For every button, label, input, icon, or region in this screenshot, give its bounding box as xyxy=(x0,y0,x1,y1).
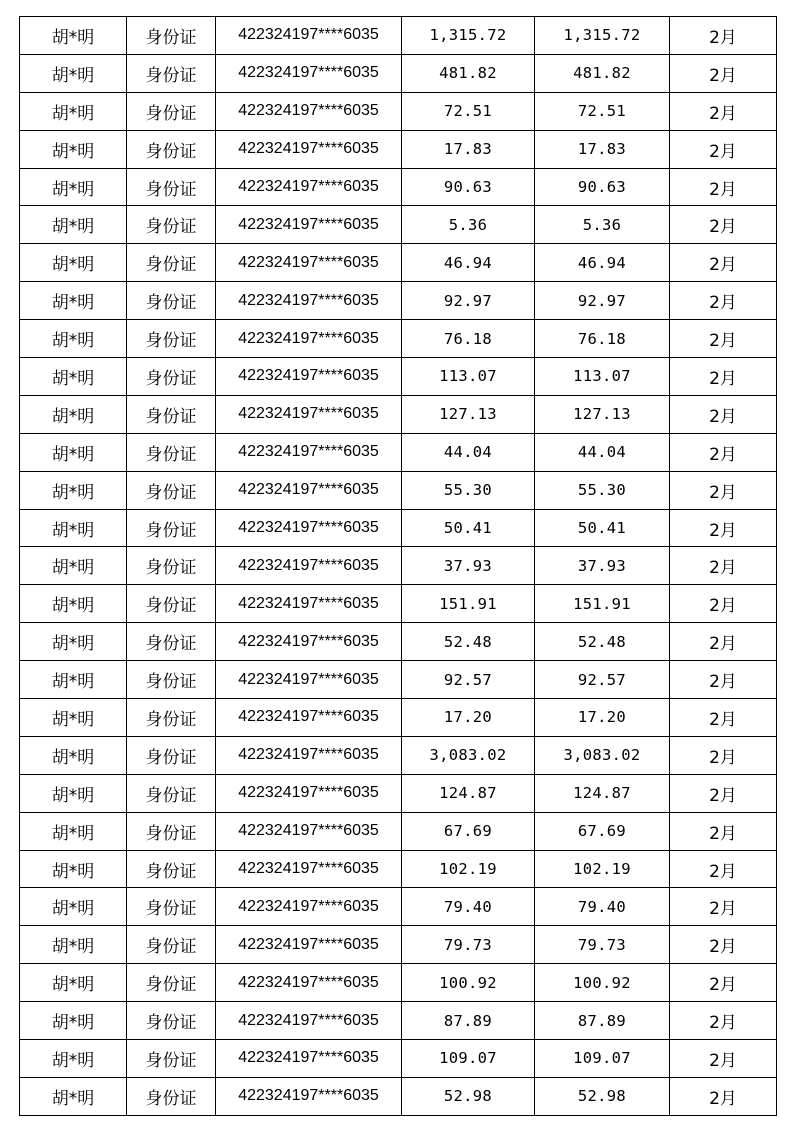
name-cell: 胡*明 xyxy=(20,926,127,964)
id-type-cell: 身份证 xyxy=(127,509,216,547)
id-number-cell: 422324197****6035 xyxy=(216,282,402,320)
amount-paid-cell: 67.69 xyxy=(535,812,670,850)
id-number-cell: 422324197****6035 xyxy=(216,1077,402,1115)
name-cell: 胡*明 xyxy=(20,282,127,320)
payment-table xyxy=(19,16,777,1116)
amount-paid-cell: 76.18 xyxy=(535,320,670,358)
amount-paid-cell: 52.48 xyxy=(535,623,670,661)
amount-cell: 55.30 xyxy=(402,471,535,509)
amount-paid-cell: 17.83 xyxy=(535,130,670,168)
table-row xyxy=(20,774,777,812)
amount-paid-cell: 79.40 xyxy=(535,888,670,926)
id-type-cell: 身份证 xyxy=(127,320,216,358)
amount-cell: 46.94 xyxy=(402,244,535,282)
name-cell: 胡*明 xyxy=(20,699,127,737)
month-cell: 2月 xyxy=(670,812,777,850)
amount-cell: 92.57 xyxy=(402,661,535,699)
id-type-cell: 身份证 xyxy=(127,1040,216,1078)
id-type-cell: 身份证 xyxy=(127,736,216,774)
id-type-cell: 身份证 xyxy=(127,433,216,471)
month-cell: 2月 xyxy=(670,282,777,320)
amount-paid-cell: 50.41 xyxy=(535,509,670,547)
id-type-cell: 身份证 xyxy=(127,471,216,509)
id-number-cell: 422324197****6035 xyxy=(216,395,402,433)
table-row xyxy=(20,661,777,699)
id-number-cell: 422324197****6035 xyxy=(216,699,402,737)
table-row xyxy=(20,206,777,244)
id-number-cell: 422324197****6035 xyxy=(216,888,402,926)
month-cell: 2月 xyxy=(670,54,777,92)
id-number-cell: 422324197****6035 xyxy=(216,850,402,888)
amount-cell: 17.20 xyxy=(402,699,535,737)
id-number-cell: 422324197****6035 xyxy=(216,661,402,699)
id-type-cell: 身份证 xyxy=(127,282,216,320)
amount-paid-cell: 90.63 xyxy=(535,168,670,206)
amount-cell: 113.07 xyxy=(402,358,535,396)
table-row xyxy=(20,130,777,168)
amount-paid-cell: 44.04 xyxy=(535,433,670,471)
table-row xyxy=(20,964,777,1002)
name-cell: 胡*明 xyxy=(20,358,127,396)
id-type-cell: 身份证 xyxy=(127,130,216,168)
amount-cell: 17.83 xyxy=(402,130,535,168)
amount-paid-cell: 92.97 xyxy=(535,282,670,320)
table-row xyxy=(20,623,777,661)
id-type-cell: 身份证 xyxy=(127,547,216,585)
id-type-cell: 身份证 xyxy=(127,1077,216,1115)
id-type-cell: 身份证 xyxy=(127,17,216,55)
amount-paid-cell: 55.30 xyxy=(535,471,670,509)
id-number-cell: 422324197****6035 xyxy=(216,471,402,509)
month-cell: 2月 xyxy=(670,547,777,585)
amount-paid-cell: 113.07 xyxy=(535,358,670,396)
id-type-cell: 身份证 xyxy=(127,54,216,92)
id-type-cell: 身份证 xyxy=(127,168,216,206)
amount-cell: 102.19 xyxy=(402,850,535,888)
name-cell: 胡*明 xyxy=(20,130,127,168)
amount-paid-cell: 72.51 xyxy=(535,92,670,130)
month-cell: 2月 xyxy=(670,850,777,888)
name-cell: 胡*明 xyxy=(20,92,127,130)
amount-cell: 481.82 xyxy=(402,54,535,92)
month-cell: 2月 xyxy=(670,585,777,623)
amount-cell: 3,083.02 xyxy=(402,736,535,774)
month-cell: 2月 xyxy=(670,395,777,433)
amount-paid-cell: 151.91 xyxy=(535,585,670,623)
amount-cell: 76.18 xyxy=(402,320,535,358)
table-row xyxy=(20,395,777,433)
table-row xyxy=(20,54,777,92)
table-row xyxy=(20,1040,777,1078)
id-type-cell: 身份证 xyxy=(127,244,216,282)
amount-cell: 92.97 xyxy=(402,282,535,320)
name-cell: 胡*明 xyxy=(20,547,127,585)
id-number-cell: 422324197****6035 xyxy=(216,320,402,358)
id-number-cell: 422324197****6035 xyxy=(216,433,402,471)
name-cell: 胡*明 xyxy=(20,736,127,774)
name-cell: 胡*明 xyxy=(20,964,127,1002)
amount-paid-cell: 100.92 xyxy=(535,964,670,1002)
name-cell: 胡*明 xyxy=(20,774,127,812)
month-cell: 2月 xyxy=(670,736,777,774)
amount-paid-cell: 52.98 xyxy=(535,1077,670,1115)
month-cell: 2月 xyxy=(670,1040,777,1078)
amount-cell: 52.98 xyxy=(402,1077,535,1115)
amount-paid-cell: 5.36 xyxy=(535,206,670,244)
amount-cell: 1,315.72 xyxy=(402,17,535,55)
amount-paid-cell: 1,315.72 xyxy=(535,17,670,55)
amount-paid-cell: 109.07 xyxy=(535,1040,670,1078)
name-cell: 胡*明 xyxy=(20,244,127,282)
table-row xyxy=(20,547,777,585)
id-type-cell: 身份证 xyxy=(127,623,216,661)
id-number-cell: 422324197****6035 xyxy=(216,1002,402,1040)
amount-cell: 87.89 xyxy=(402,1002,535,1040)
month-cell: 2月 xyxy=(670,168,777,206)
id-number-cell: 422324197****6035 xyxy=(216,358,402,396)
id-type-cell: 身份证 xyxy=(127,206,216,244)
table-row xyxy=(20,1002,777,1040)
amount-cell: 90.63 xyxy=(402,168,535,206)
table-row xyxy=(20,320,777,358)
month-cell: 2月 xyxy=(670,623,777,661)
amount-paid-cell: 127.13 xyxy=(535,395,670,433)
table-row xyxy=(20,471,777,509)
table-row xyxy=(20,17,777,55)
name-cell: 胡*明 xyxy=(20,585,127,623)
amount-cell: 50.41 xyxy=(402,509,535,547)
id-number-cell: 422324197****6035 xyxy=(216,774,402,812)
id-number-cell: 422324197****6035 xyxy=(216,54,402,92)
amount-cell: 151.91 xyxy=(402,585,535,623)
id-type-cell: 身份证 xyxy=(127,812,216,850)
name-cell: 胡*明 xyxy=(20,54,127,92)
month-cell: 2月 xyxy=(670,509,777,547)
amount-cell: 100.92 xyxy=(402,964,535,1002)
month-cell: 2月 xyxy=(670,888,777,926)
name-cell: 胡*明 xyxy=(20,1040,127,1078)
id-number-cell: 422324197****6035 xyxy=(216,17,402,55)
table-row xyxy=(20,92,777,130)
id-number-cell: 422324197****6035 xyxy=(216,547,402,585)
table-row xyxy=(20,509,777,547)
amount-paid-cell: 124.87 xyxy=(535,774,670,812)
table-row xyxy=(20,168,777,206)
amount-paid-cell: 481.82 xyxy=(535,54,670,92)
table-row xyxy=(20,1077,777,1115)
id-number-cell: 422324197****6035 xyxy=(216,206,402,244)
id-type-cell: 身份证 xyxy=(127,699,216,737)
id-number-cell: 422324197****6035 xyxy=(216,812,402,850)
amount-cell: 5.36 xyxy=(402,206,535,244)
id-type-cell: 身份证 xyxy=(127,888,216,926)
table-row xyxy=(20,433,777,471)
amount-cell: 124.87 xyxy=(402,774,535,812)
name-cell: 胡*明 xyxy=(20,17,127,55)
id-number-cell: 422324197****6035 xyxy=(216,585,402,623)
id-number-cell: 422324197****6035 xyxy=(216,623,402,661)
table-row xyxy=(20,926,777,964)
id-type-cell: 身份证 xyxy=(127,774,216,812)
amount-paid-cell: 79.73 xyxy=(535,926,670,964)
month-cell: 2月 xyxy=(670,320,777,358)
month-cell: 2月 xyxy=(670,433,777,471)
table-row xyxy=(20,282,777,320)
id-type-cell: 身份证 xyxy=(127,850,216,888)
name-cell: 胡*明 xyxy=(20,888,127,926)
name-cell: 胡*明 xyxy=(20,433,127,471)
id-type-cell: 身份证 xyxy=(127,1002,216,1040)
id-number-cell: 422324197****6035 xyxy=(216,1040,402,1078)
amount-cell: 109.07 xyxy=(402,1040,535,1078)
month-cell: 2月 xyxy=(670,130,777,168)
name-cell: 胡*明 xyxy=(20,661,127,699)
id-number-cell: 422324197****6035 xyxy=(216,244,402,282)
amount-paid-cell: 87.89 xyxy=(535,1002,670,1040)
name-cell: 胡*明 xyxy=(20,1002,127,1040)
amount-cell: 79.40 xyxy=(402,888,535,926)
name-cell: 胡*明 xyxy=(20,168,127,206)
amount-paid-cell: 46.94 xyxy=(535,244,670,282)
name-cell: 胡*明 xyxy=(20,850,127,888)
name-cell: 胡*明 xyxy=(20,320,127,358)
amount-paid-cell: 3,083.02 xyxy=(535,736,670,774)
amount-cell: 44.04 xyxy=(402,433,535,471)
name-cell: 胡*明 xyxy=(20,1077,127,1115)
table-row xyxy=(20,888,777,926)
month-cell: 2月 xyxy=(670,1077,777,1115)
amount-cell: 72.51 xyxy=(402,92,535,130)
name-cell: 胡*明 xyxy=(20,509,127,547)
id-number-cell: 422324197****6035 xyxy=(216,130,402,168)
id-type-cell: 身份证 xyxy=(127,964,216,1002)
amount-cell: 37.93 xyxy=(402,547,535,585)
table-row xyxy=(20,358,777,396)
table-row xyxy=(20,244,777,282)
name-cell: 胡*明 xyxy=(20,623,127,661)
amount-cell: 127.13 xyxy=(402,395,535,433)
month-cell: 2月 xyxy=(670,92,777,130)
table-row xyxy=(20,699,777,737)
table-row xyxy=(20,812,777,850)
month-cell: 2月 xyxy=(670,206,777,244)
month-cell: 2月 xyxy=(670,17,777,55)
table-row xyxy=(20,736,777,774)
id-type-cell: 身份证 xyxy=(127,92,216,130)
amount-paid-cell: 102.19 xyxy=(535,850,670,888)
id-number-cell: 422324197****6035 xyxy=(216,92,402,130)
month-cell: 2月 xyxy=(670,471,777,509)
amount-cell: 67.69 xyxy=(402,812,535,850)
month-cell: 2月 xyxy=(670,699,777,737)
amount-cell: 79.73 xyxy=(402,926,535,964)
id-type-cell: 身份证 xyxy=(127,661,216,699)
month-cell: 2月 xyxy=(670,244,777,282)
amount-paid-cell: 37.93 xyxy=(535,547,670,585)
month-cell: 2月 xyxy=(670,661,777,699)
month-cell: 2月 xyxy=(670,926,777,964)
id-number-cell: 422324197****6035 xyxy=(216,964,402,1002)
table-row xyxy=(20,585,777,623)
name-cell: 胡*明 xyxy=(20,206,127,244)
name-cell: 胡*明 xyxy=(20,812,127,850)
id-number-cell: 422324197****6035 xyxy=(216,509,402,547)
month-cell: 2月 xyxy=(670,964,777,1002)
id-number-cell: 422324197****6035 xyxy=(216,168,402,206)
month-cell: 2月 xyxy=(670,358,777,396)
name-cell: 胡*明 xyxy=(20,395,127,433)
amount-paid-cell: 17.20 xyxy=(535,699,670,737)
month-cell: 2月 xyxy=(670,774,777,812)
id-type-cell: 身份证 xyxy=(127,926,216,964)
amount-paid-cell: 92.57 xyxy=(535,661,670,699)
id-number-cell: 422324197****6035 xyxy=(216,926,402,964)
id-type-cell: 身份证 xyxy=(127,358,216,396)
month-cell: 2月 xyxy=(670,1002,777,1040)
payment-table-body xyxy=(20,17,777,1116)
id-number-cell: 422324197****6035 xyxy=(216,736,402,774)
amount-cell: 52.48 xyxy=(402,623,535,661)
id-type-cell: 身份证 xyxy=(127,585,216,623)
table-row xyxy=(20,850,777,888)
name-cell: 胡*明 xyxy=(20,471,127,509)
id-type-cell: 身份证 xyxy=(127,395,216,433)
